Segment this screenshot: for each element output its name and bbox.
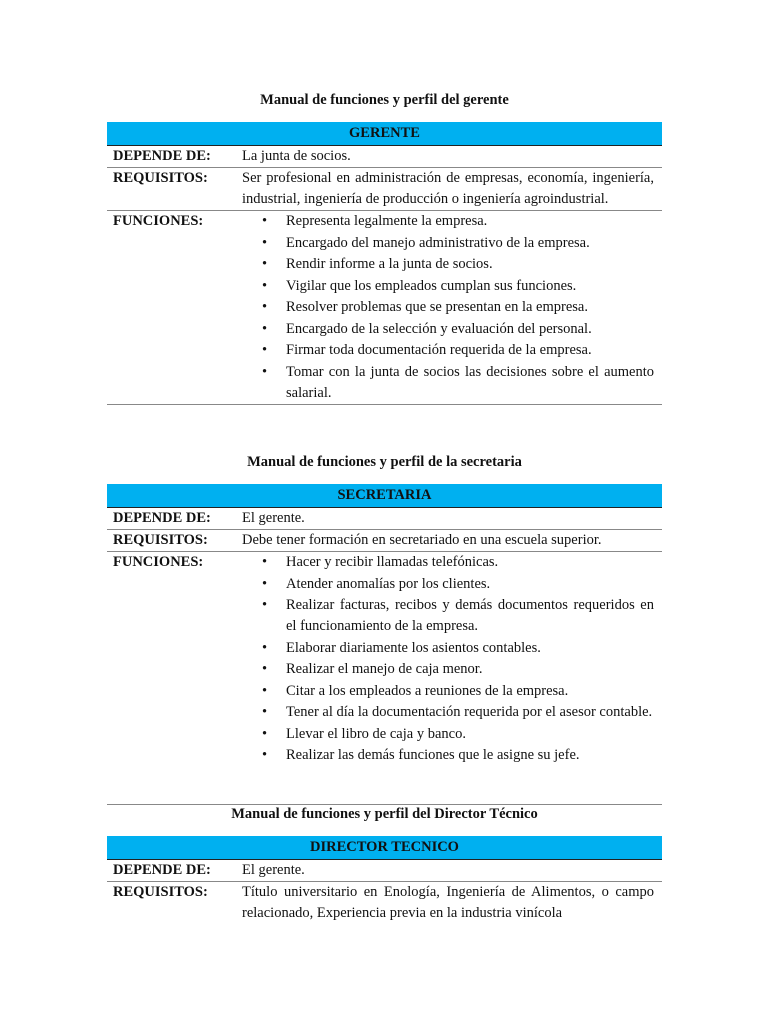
depende-label: DEPENDE DE:: [107, 146, 242, 168]
table-header: SECRETARIA: [107, 484, 662, 508]
table-header: DIRECTOR TECNICO: [107, 836, 662, 860]
list-item: • Hacer y recibir llamadas telefónicas.: [286, 552, 654, 573]
list-item: • Llevar el libro de caja y banco.: [286, 724, 654, 745]
depende-value: El gerente.: [242, 508, 662, 530]
requisitos-value: Ser profesional en administración de empresas, economía, ingeniería, industrial, ingeniería de producción o ingeniería agroindustrial.: [242, 168, 662, 211]
depende-value: La junta de socios.: [242, 146, 662, 168]
list-item: • Tener al día la documentación requerida por el asesor contable.: [286, 702, 654, 723]
depende-label: DEPENDE DE:: [107, 860, 242, 882]
funciones-label: FUNCIONES:: [107, 552, 242, 767]
requisitos-value: Título universitario en Enología, Ingeniería de Alimentos, o campo relacionado, Experiencia previa en la industria vinícola: [242, 882, 662, 925]
section-title: Manual de funciones y perfil de la secretaria: [247, 454, 522, 470]
list-item: • Encargado de la selección y evaluación del personal.: [286, 319, 654, 340]
requisitos-value: Debe tener formación en secretariado en una escuela superior.: [242, 530, 662, 552]
list-item: • Representa legalmente la empresa.: [286, 211, 654, 232]
table-secretaria: [107, 484, 662, 767]
list-item: • Realizar facturas, recibos y demás documentos requeridos en el funcionamiento de la empresa.: [286, 595, 654, 637]
list-item: • Atender anomalías por los clientes.: [286, 574, 654, 595]
list-item: • Firmar toda documentación requerida de la empresa.: [286, 340, 654, 361]
section-title: Manual de funciones y perfil del gerente: [260, 92, 509, 108]
table-header: GERENTE: [107, 122, 662, 146]
list-item: • Realizar las demás funciones que le asigne su jefe.: [286, 745, 654, 766]
list-item: • Citar a los empleados a reuniones de la empresa.: [286, 681, 654, 702]
depende-value: El gerente.: [242, 860, 662, 882]
requisitos-label: REQUISITOS:: [107, 168, 242, 211]
section-secretaria: [107, 454, 662, 471]
list-item: • Encargado del manejo administrativo de la empresa.: [286, 233, 654, 254]
list-item: • Elaborar diariamente los asientos contables.: [286, 638, 654, 659]
list-item: • Vigilar que los empleados cumplan sus funciones.: [286, 276, 654, 297]
section-gerente: [107, 92, 662, 109]
depende-label: DEPENDE DE:: [107, 508, 242, 530]
requisitos-label: REQUISITOS:: [107, 530, 242, 552]
list-item: • Resolver problemas que se presentan en la empresa.: [286, 297, 654, 318]
list-item: • Rendir informe a la junta de socios.: [286, 254, 654, 275]
list-item: • Tomar con la junta de socios las decisiones sobre el aumento salarial.: [286, 362, 654, 404]
table-director-tecnico: [107, 836, 662, 924]
section-title: Manual de funciones y perfil del Director Técnico: [231, 806, 538, 822]
funciones-list: [242, 211, 654, 404]
list-item: • Realizar el manejo de caja menor.: [286, 659, 654, 680]
divider: [107, 804, 662, 805]
funciones-label: FUNCIONES:: [107, 211, 242, 405]
funciones-list: [242, 552, 654, 766]
requisitos-label: REQUISITOS:: [107, 882, 242, 925]
section-director-tecnico: [107, 806, 662, 823]
table-gerente: [107, 122, 662, 405]
